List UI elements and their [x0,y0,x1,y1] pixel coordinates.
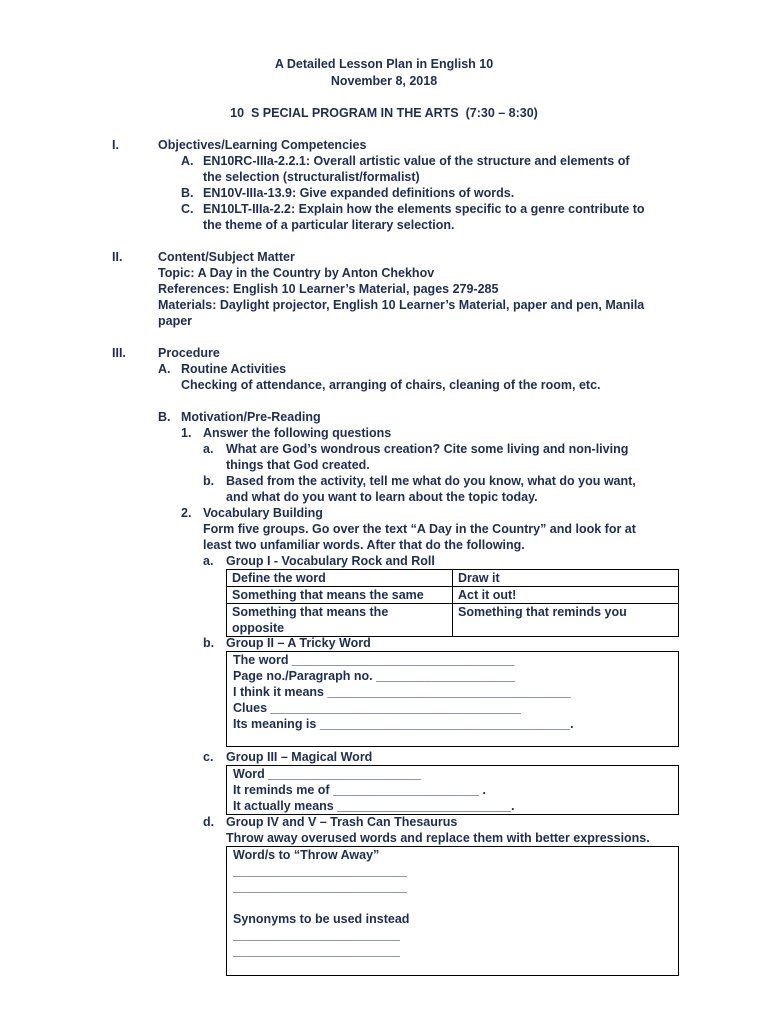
fill-in-line: _________________________ [233,864,407,878]
throw-away-label: Word/s to “Throw Away” [233,848,380,862]
list-marker: c. [203,750,214,764]
objective-text: EN10RC-IIIa-2.2.1: Overall artistic value of the structure and elements of [203,154,630,168]
objective-text: EN10V-IIIa-13.9: Give expanded definitions of words. [203,186,515,200]
list-marker: a. [203,554,214,568]
list-marker: B. [158,410,171,424]
fill-in-line: _________________________ [233,880,407,894]
question-text: and what do you want to learn about the topic today. [226,490,538,504]
list-marker: b. [203,636,215,650]
routine-text: Checking of attendance, arranging of chairs, cleaning of the room, etc. [181,378,601,392]
fill-in-line: ________________________ [233,928,400,942]
materials-line: paper [158,314,193,328]
lesson-plan-title: A Detailed Lesson Plan in English 10 [274,57,494,71]
list-marker: b. [203,474,215,488]
table-cell: Draw it [453,570,679,587]
fill-in-line: I think it means ___________________________________ [233,685,571,699]
magical-word-box [226,765,679,815]
trash-can-thesaurus-box [226,846,679,976]
topic-line: Topic: A Day in the Country by Anton Chekhov [158,266,435,280]
objective-text: the selection (structuralist/formalist) [203,170,420,184]
step-heading: Vocabulary Building [203,506,323,520]
list-marker: A. [181,154,194,168]
fill-in-line: Page no./Paragraph no. ____________________ [233,669,516,683]
question-text: What are God’s wondrous creation? Cite some living and non-living [226,442,629,456]
tricky-word-box [226,651,679,747]
group-heading: Group IV and V – Trash Can Thesaurus [226,815,458,829]
fill-in-line: Its meaning is ____________________________________. [233,717,574,731]
materials-line: Materials: Daylight projector, English 10 Learner’s Material, paper and pen, Manila [158,298,645,312]
synonyms-label: Synonyms to be used instead [233,912,410,926]
references-line: References: English 10 Learner’s Material, pages 279-285 [158,282,499,296]
section-heading: Procedure [158,346,220,360]
list-marker: B. [181,186,194,200]
fill-in-line: Clues ____________________________________ [233,701,521,715]
subsection-heading: Motivation/Pre-Reading [181,410,321,424]
question-text: Based from the activity, tell me what do you know, what do you want, [226,474,636,488]
list-marker: 1. [181,426,192,440]
section-heading: Objectives/Learning Competencies [158,138,367,152]
instruction-text: Throw away overused words and replace them with better expressions. [226,831,650,845]
table-cell: Define the word [227,570,453,587]
subsection-heading: Routine Activities [181,362,287,376]
section-number: I. [112,138,119,152]
program-line: 10 S PECIAL PROGRAM IN THE ARTS (7:30 – 8:30) [230,106,538,120]
list-marker: a. [203,442,214,456]
instruction-text: least two unfamiliar words. After that do the following. [203,538,525,552]
step-heading: Answer the following questions [203,426,392,440]
lesson-date: November 8, 2018 [330,74,438,88]
section-heading: Content/Subject Matter [158,250,295,264]
list-marker: d. [203,815,215,829]
fill-in-line: ________________________ [233,944,400,958]
table-cell [227,604,453,637]
table-cell: Something that reminds you [453,604,679,637]
group-heading: Group III – Magical Word [226,750,373,764]
list-marker: C. [181,202,194,216]
objective-text: EN10LT-IIIa-2.2: Explain how the elements specific to a genre contribute to [203,202,645,216]
table-cell: Something that means the same [227,587,453,604]
fill-in-line: The word ________________________________ [233,653,515,667]
fill-in-line: It reminds me of _____________________ . [233,783,486,797]
table-cell: Act it out! [453,587,679,604]
instruction-text: Form five groups. Go over the text “A Day in the Country” and look for at [203,522,636,536]
cell-line: opposite [232,621,285,635]
fill-in-line: Word ______________________ [233,767,422,781]
group-heading: Group II – A Tricky Word [226,636,371,650]
fill-in-line: It actually means _________________________. [233,799,515,813]
list-marker: 2. [181,506,192,520]
section-number: III. [112,346,126,360]
list-marker: A. [158,362,171,376]
group-heading: Group I - Vocabulary Rock and Roll [226,554,435,568]
cell-line: Something that means the [232,605,389,619]
objective-text: the theme of a particular literary selection. [203,218,455,232]
section-number: II. [112,250,123,264]
question-text: things that God created. [226,458,370,472]
vocabulary-rock-roll-table [226,569,679,637]
